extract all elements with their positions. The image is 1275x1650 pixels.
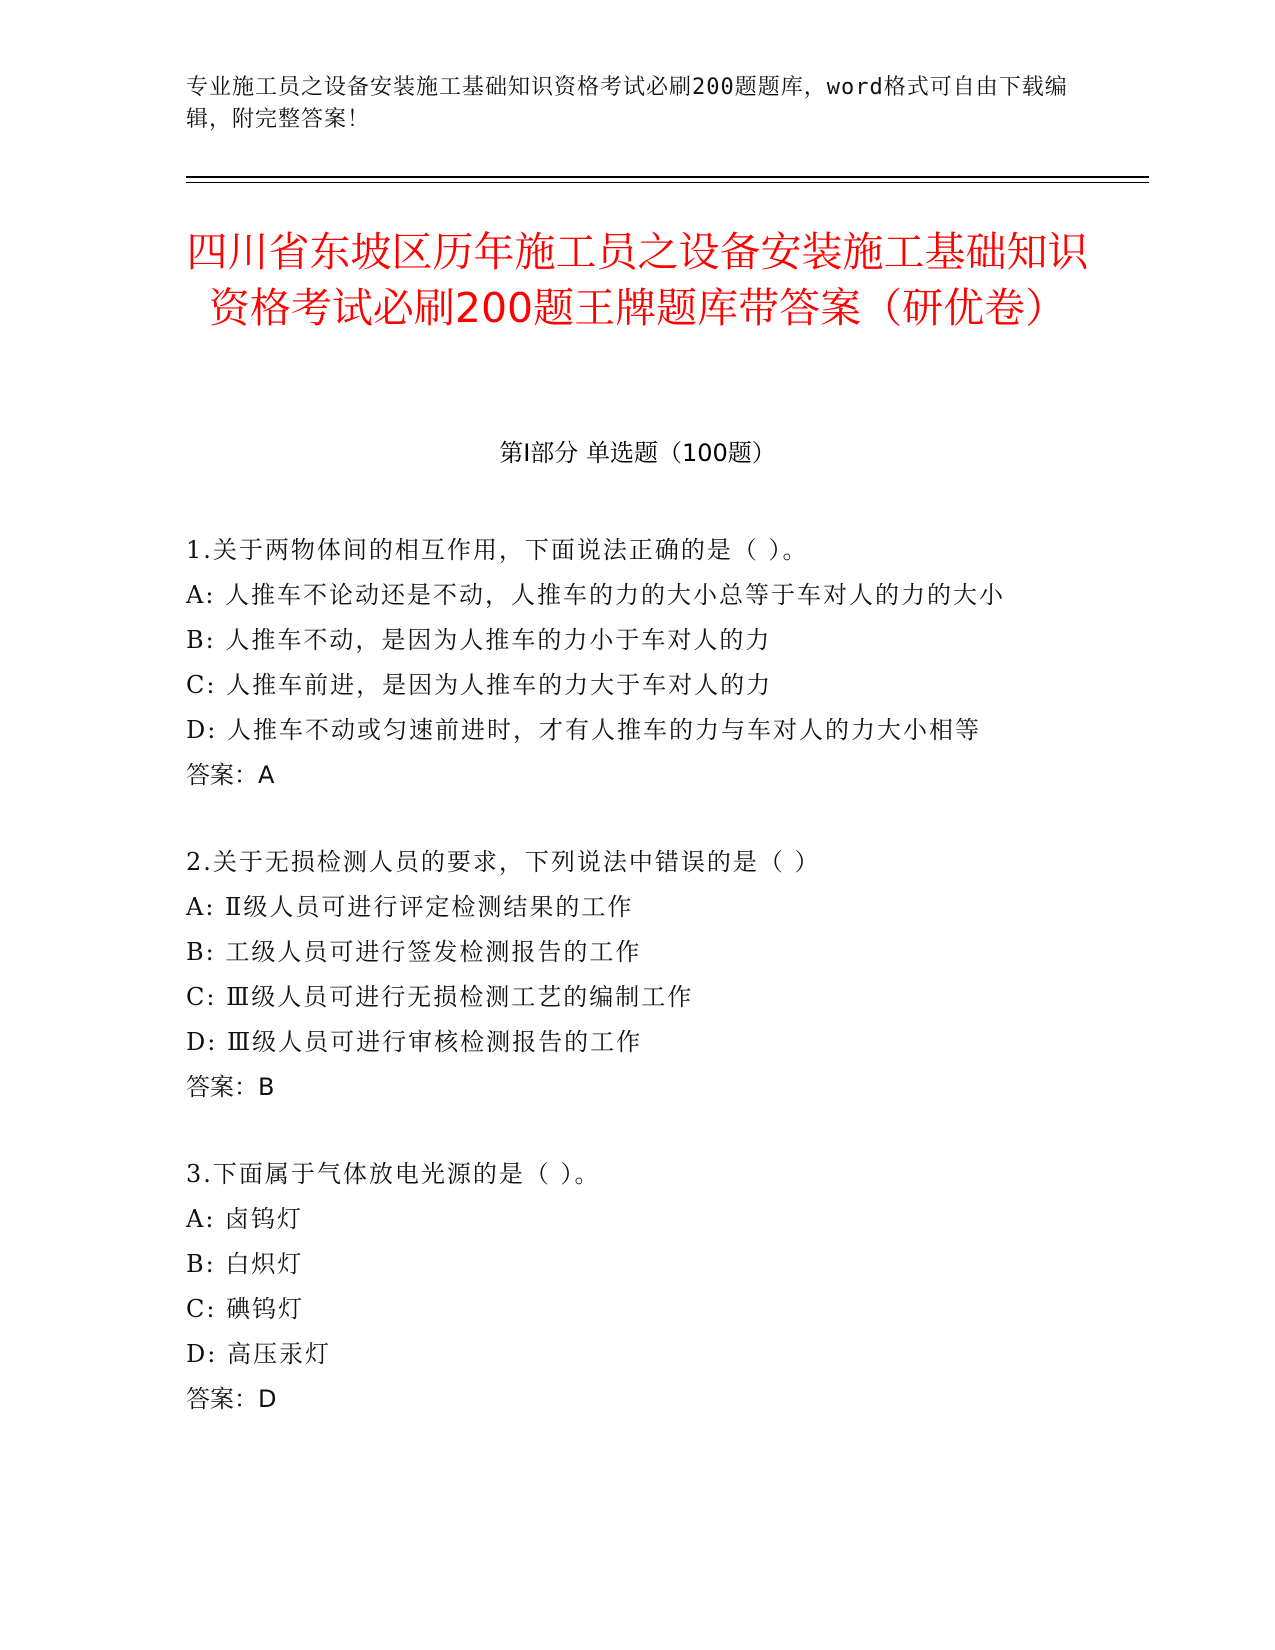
question-stem: 2.关于无损检测人员的要求，下列说法中错误的是（ ） [186,848,821,876]
option-c: C: Ⅲ级人员可进行无损检测工艺的编制工作 [186,983,694,1011]
option-c: C: 碘钨灯 [186,1295,305,1323]
option-d: D: 人推车不动或匀速前进时，才有人推车的力与车对人的力大小相等 [186,716,981,744]
question-list [186,528,1086,1464]
section-title: 第Ⅰ部分 单选题（100题） [499,439,776,467]
header-note: 专业施工员之设备安装施工基础知识资格考试必刷200题题库，word格式可自由下载编辑，附完整答案！ [186,75,1068,132]
document-title: 四川省东坡区历年施工员之设备安装施工基础知识资格考试必刷200题王牌题库带答案（研优卷） [186,228,1089,332]
header-divider-thick [186,176,1149,178]
answer: 答案：A [186,761,275,789]
option-a: A: Ⅱ级人员可进行评定检测结果的工作 [186,893,634,921]
option-b: B: 工级人员可进行签发检测报告的工作 [186,938,642,966]
option-c: C: 人推车前进，是因为人推车的力大于车对人的力 [186,671,773,699]
header-divider-thin [186,182,1149,183]
question-stem: 1.关于两物体间的相互作用，下面说法正确的是（ ）。 [186,536,809,564]
question-1 [186,528,1086,798]
option-a: A: 人推车不论动还是不动，人推车的力的大小总等于车对人的力的大小 [186,581,1006,609]
option-a: A: 卤钨灯 [186,1205,304,1233]
answer: 答案：B [186,1073,275,1101]
option-d: D: Ⅲ级人员可进行审核检测报告的工作 [186,1028,643,1056]
option-d: D: 高压汞灯 [186,1340,331,1368]
answer: 答案：D [186,1385,277,1413]
option-b: B: 白炽灯 [186,1250,304,1278]
question-stem: 3.下面属于气体放电光源的是（ ）。 [186,1160,601,1188]
question-2 [186,840,1086,1110]
option-b: B: 人推车不动，是因为人推车的力小于车对人的力 [186,626,772,654]
question-3 [186,1152,1086,1422]
